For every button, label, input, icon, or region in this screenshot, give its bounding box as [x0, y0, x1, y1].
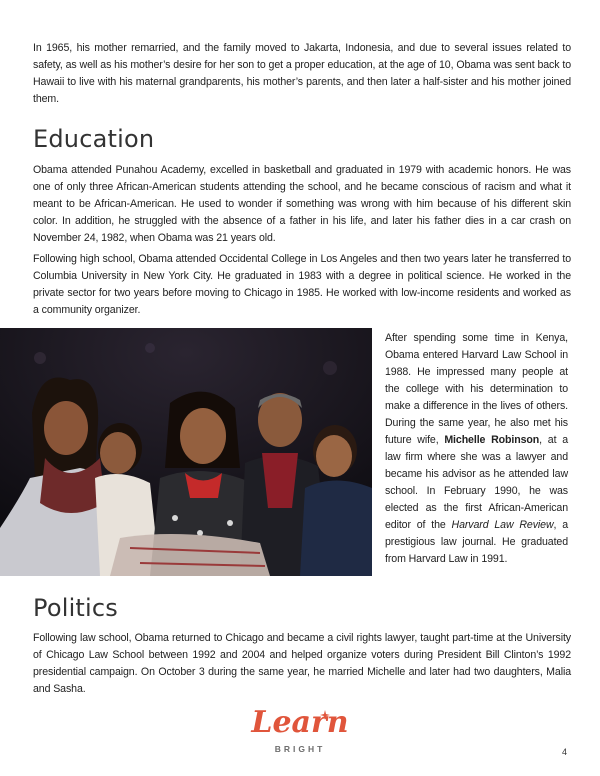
learn-bright-logo [240, 706, 360, 764]
harvard-law-review-title: Harvard Law Review [451, 519, 554, 531]
politics-paragraph: Following law school, Obama returned to Chicago and became a civil rights lawyer, taught part-time at the University of Chicago Law School between 1992 and 2004 and helped organize voters during President Bill Clinton’s 1992 presidential campaign. On October 3 during the same year, he married Michelle and later had two daughters, Malia and Sasha. [33, 632, 571, 695]
logo-subtitle: BRIGHT [274, 744, 326, 754]
logo-word: Learn [251, 705, 349, 740]
intro-paragraph: In 1965, his mother remarried, and the family moved to Jakarta, Indonesia, and due to several issues related to safety, as well as his mother’s desire for her son to get a proper education, at the age of 10, Obama was sent back to Hawaii to live with his maternal grandparents, his mother’s parents, and then later a half-sister and his mother joined them. [33, 42, 571, 105]
page-number: 4 [562, 747, 568, 757]
harvard-text-1: After spending some time in Kenya, Obama entered Harvard Law School in 1988. He impressed many people at the college with his determination to make a difference in the lives of others. During the same year, he also met his future wife, [385, 332, 568, 446]
harvard-text-2: , at a law firm where she was a lawyer and became his advisor as he attended law school. In February 1990, he was elected as the first African-American editor of the [385, 434, 568, 531]
politics-heading: Politics [33, 594, 119, 622]
harvard-text-3: , a prestigious law journal. He graduated from Harvard Law in 1991. [385, 519, 568, 565]
education-paragraph-2: Following high school, Obama attended Occidental College in Los Angeles and then two years later he transferred to Columbia University in New York City. He graduated in 1983 with a degree in political science. He worked in the private sector for two years before moving to Chicago in 1985. He worked with low-income residents and worked as a community organizer. [33, 253, 571, 316]
education-paragraph-1: Obama attended Punahou Academy, excelled in basketball and graduated in 1979 with academic honors. He was one of only three African-American students attending the school, and he became conscious of racism and what it meant to be African-American. He used to wonder if something was wrong with him because of his different skin color. In addition, he struggled with the absence of a father in his life, and later his father dies in a car crash on November 24, 1982, when Obama was 21 years old. [33, 164, 571, 244]
family-photo-illustration [0, 328, 372, 576]
michelle-robinson-name: Michelle Robinson [444, 434, 540, 446]
harvard-paragraph [385, 330, 568, 568]
family-photo [0, 328, 372, 576]
education-heading: Education [33, 125, 155, 153]
